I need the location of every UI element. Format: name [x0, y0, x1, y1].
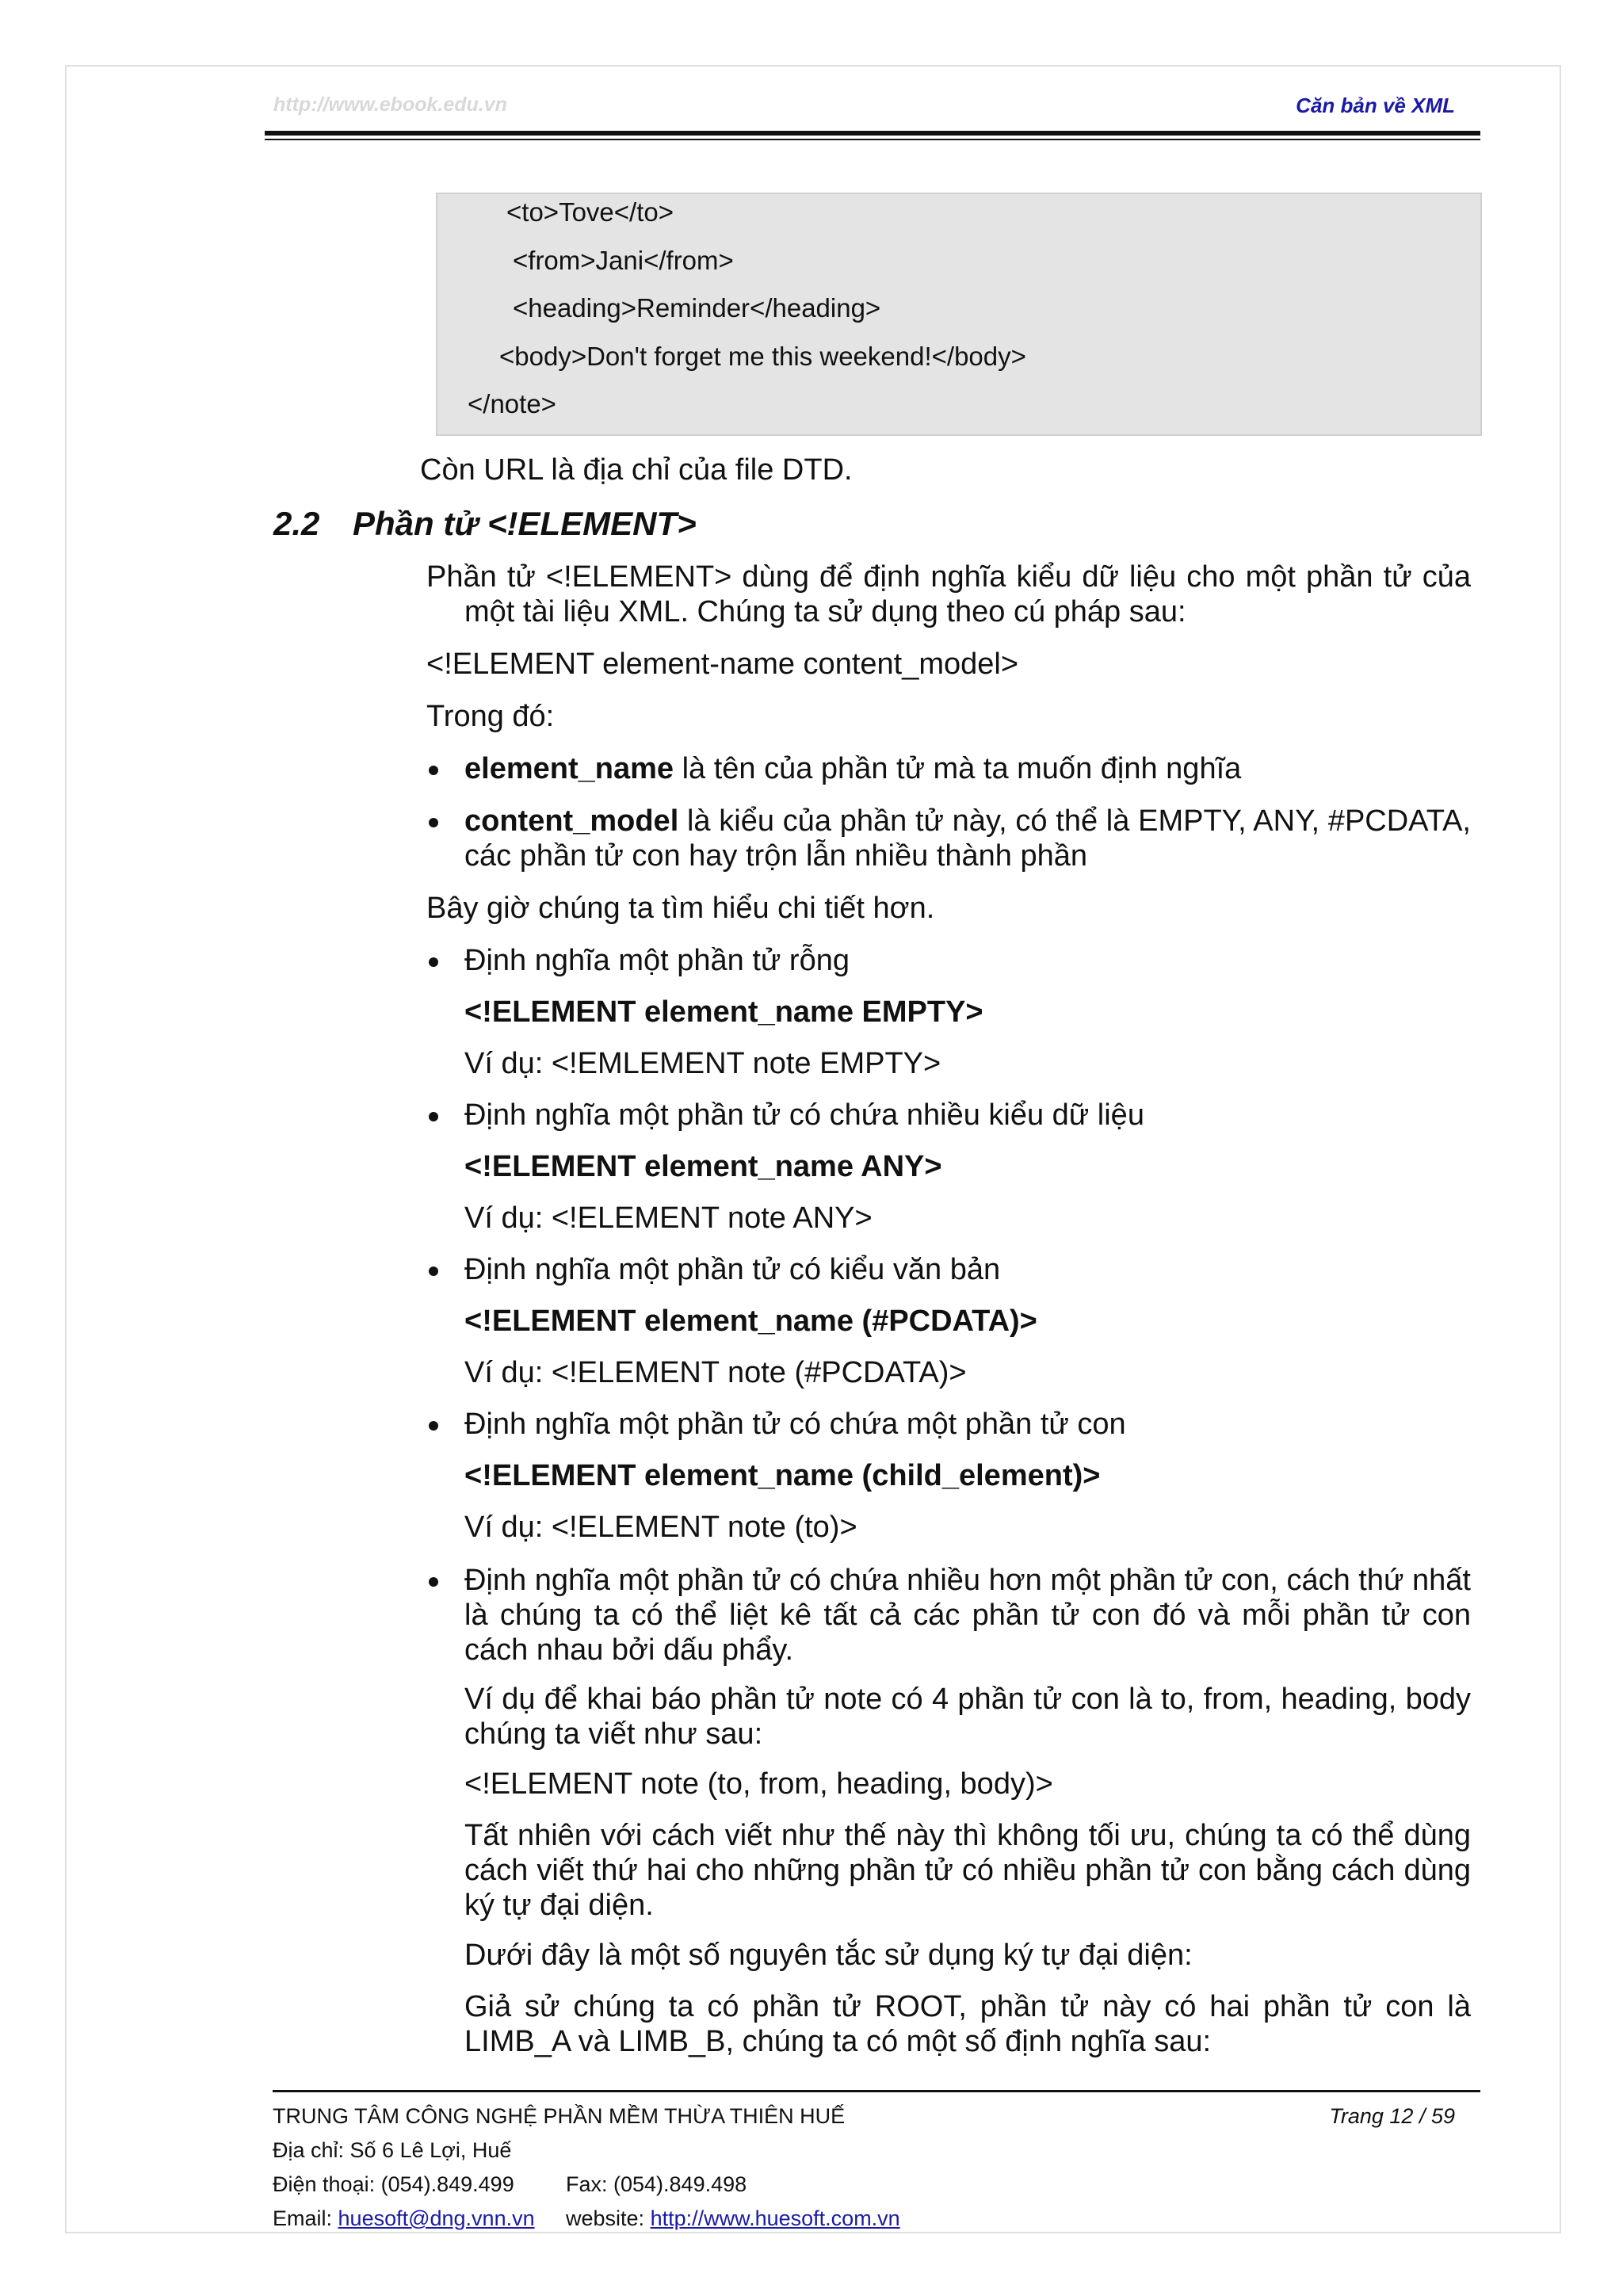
def-example: Ví dụ: <!EMLEMENT note EMPTY>: [464, 1047, 941, 1080]
def-syntax: <!ELEMENT element_name (#PCDATA)>: [464, 1305, 1037, 1338]
header-site-url: http://www.ebook.edu.vn: [273, 94, 507, 116]
def-syntax: <!ELEMENT element_name (child_element)>: [464, 1459, 1101, 1492]
bullet-dot: [429, 957, 438, 967]
footer-org: TRUNG TÂM CÔNG NGHỆ PHẦN MỀM THỪA THIÊN HUẾ: [273, 2104, 846, 2128]
website-label: website:: [566, 2206, 651, 2230]
detail-line: Bây giờ chúng ta tìm hiểu chi tiết hơn.: [426, 892, 935, 925]
code-line: <from>Jani</from>: [513, 246, 734, 275]
bullet-dot: [429, 1421, 438, 1431]
bullet-dot: [429, 1112, 438, 1121]
code-block: [436, 193, 1482, 436]
header-rule-thin: [265, 139, 1480, 140]
bullet-dot: [429, 766, 438, 775]
website-link[interactable]: http://www.huesoft.com.vn: [650, 2206, 900, 2230]
section-title: Phần tử <!ELEMENT>: [353, 505, 697, 542]
intro-paragraph: Phần tử <!ELEMENT> dùng để định nghĩa kiểu dữ liệu cho một phần tử của một tài liệu XML. Chúng ta sử dụng theo cú pháp sau:: [426, 560, 1471, 628]
page-number: Trang 12 / 59: [1329, 2104, 1455, 2128]
footer-address: Địa chỉ: Số 6 Lê Lợi, Huế: [273, 2138, 512, 2162]
def-label: Định nghĩa một phần tử có chứa một phần tử con: [464, 1408, 1126, 1441]
multi-paragraph: Tất nhiên với cách viết như thế này thì không tối ưu, chúng ta có thể dùng cách viết thứ hai cho những phần tử có nhiều phần tử con bằng cách dùng ký tự đại diện.: [464, 1819, 1471, 1922]
section-number: 2.2: [273, 505, 320, 542]
email-label: Email:: [273, 2206, 338, 2230]
bullet-dot: [429, 1266, 438, 1276]
multi-paragraph: Giả sử chúng ta có phần tử ROOT, phần tử này có hai phần tử con là LIMB_A và LIMB_B, chúng ta có một số định nghĩa sau:: [464, 1990, 1471, 2058]
multi-paragraph: Dưới đây là một số nguyên tắc sử dụng ký tự đại diện:: [464, 1939, 1193, 1972]
param-term: content_model: [464, 804, 679, 838]
footer-email: [273, 2206, 535, 2231]
syntax-line: <!ELEMENT element-name content_model>: [426, 648, 1019, 681]
param-term: element_name: [464, 752, 674, 785]
multi-example-code: <!ELEMENT note (to, from, heading, body)>: [464, 1767, 1053, 1801]
def-example: Ví dụ: <!ELEMENT note (#PCDATA)>: [464, 1356, 967, 1389]
email-link[interactable]: huesoft@dng.vnn.vn: [338, 2206, 535, 2230]
param-item: [464, 804, 1471, 873]
url-note: Còn URL là địa chỉ của file DTD.: [420, 453, 853, 487]
multi-label: Định nghĩa một phần tử có chứa nhiều hơn một phần tử con, cách thứ nhất là chúng ta có thể liệt kê tất cả các phần tử con đó và mỗi phần tử con cách nhau bởi dấu phẩy.: [464, 1564, 1471, 1667]
def-label: Định nghĩa một phần tử rỗng: [464, 944, 850, 977]
multi-example-intro: Ví dụ để khai báo phần tử note có 4 phần tử con là to, from, heading, body chúng ta viết như sau:: [464, 1683, 1471, 1751]
param-desc: là tên của phần tử mà ta muốn định nghĩa: [674, 752, 1242, 785]
code-line: </note>: [468, 389, 556, 418]
code-line: <body>Don't forget me this weekend!</body>: [499, 342, 1026, 371]
footer-rule: [273, 2090, 1480, 2092]
def-syntax: <!ELEMENT element_name EMPTY>: [464, 995, 983, 1029]
bullet-dot: [429, 1577, 438, 1587]
def-example: Ví dụ: <!ELEMENT note ANY>: [464, 1201, 873, 1235]
footer-fax: Fax: (054).849.498: [566, 2172, 747, 2196]
section-heading: [273, 505, 697, 543]
def-syntax: <!ELEMENT element_name ANY>: [464, 1150, 942, 1183]
param-desc: là kiểu của phần tử này, có thể là EMPTY, ANY, #PCDATA, các phần tử con hay trộn lẫn nhiều thành phần: [464, 804, 1471, 873]
bullet-dot: [429, 818, 438, 827]
def-example: Ví dụ: <!ELEMENT note (to)>: [464, 1511, 857, 1544]
code-line: <to>Tove</to>: [506, 197, 674, 227]
where-label: Trong đó:: [426, 700, 555, 733]
def-label: Định nghĩa một phần tử có chứa nhiều kiểu dữ liệu: [464, 1098, 1144, 1132]
footer-website: [566, 2206, 900, 2231]
header-title: Căn bản về XML: [1296, 94, 1455, 117]
footer-phone: Điện thoại: (054).849.499: [273, 2172, 514, 2196]
param-item: [464, 751, 1241, 786]
header-rule: [265, 131, 1480, 136]
code-line: <heading>Reminder</heading>: [513, 293, 881, 323]
def-label: Định nghĩa một phần tử có kiểu văn bản: [464, 1253, 1001, 1286]
